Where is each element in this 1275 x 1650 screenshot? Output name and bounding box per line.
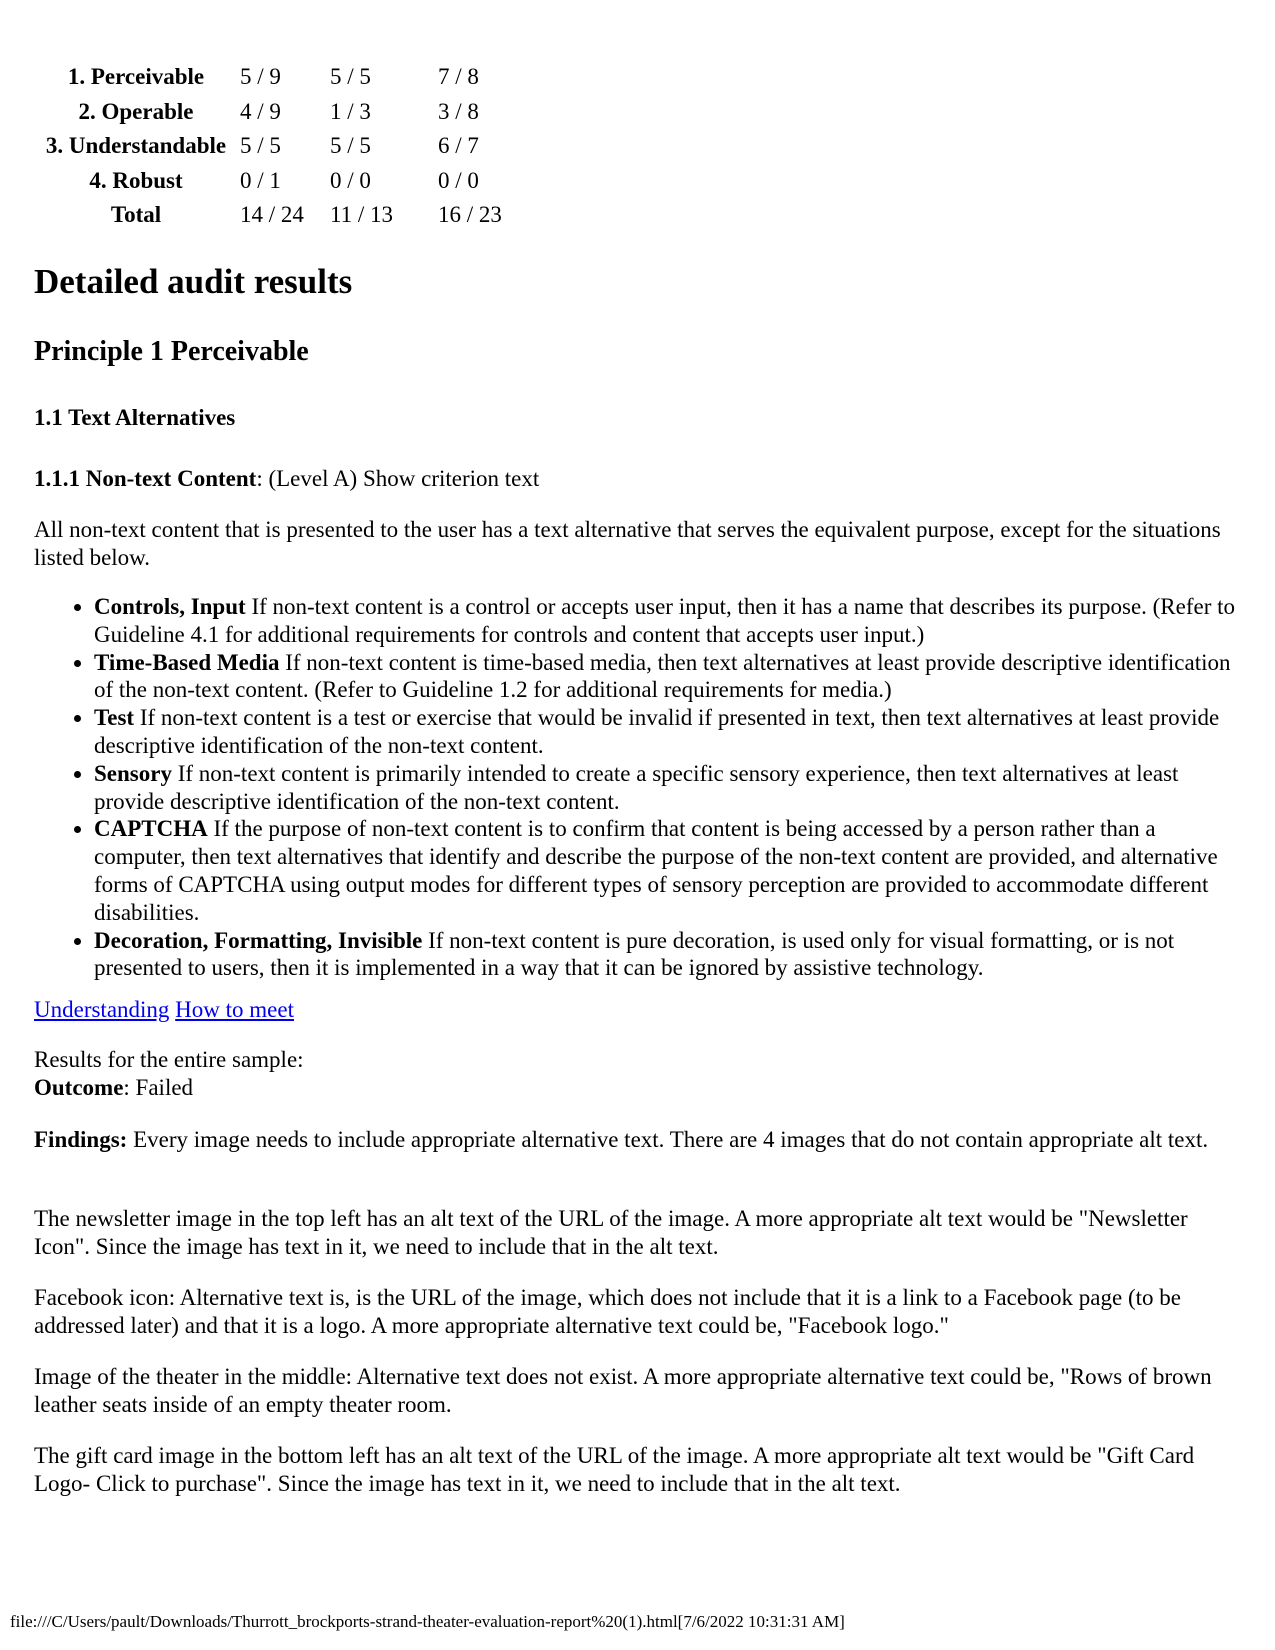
- table-cell: 5 / 9: [240, 64, 281, 90]
- reference-links: [34, 996, 1244, 1024]
- list-item: [94, 760, 1244, 816]
- list-item-text: If non-text content is a test or exercise that would be invalid if presented in text, then text alternatives at least provide descriptive identification of the non-text content.: [94, 705, 1220, 758]
- page-title: Detailed audit results: [34, 262, 353, 301]
- table-cell: 14 / 24: [240, 202, 304, 228]
- findings-paragraph: [34, 1126, 1244, 1154]
- understanding-link[interactable]: Understanding: [34, 997, 170, 1022]
- table-row: [36, 129, 528, 164]
- table-cell: 0 / 0: [438, 167, 479, 193]
- results-intro: Results for the entire sample:: [34, 1047, 304, 1072]
- list-item: [94, 649, 1244, 705]
- table-cell: 3 / 8: [438, 98, 479, 124]
- list-item: [94, 927, 1244, 983]
- list-item-text: If non-text content is a control or accepts user input, then it has a name that describes its purpose. (Refer to Guideline 4.1 for additional requirements for controls and content that accepts user input.): [94, 594, 1236, 647]
- list-item-term: Sensory: [94, 760, 172, 786]
- outcome-value: : Failed: [123, 1075, 194, 1100]
- criterion-line: [34, 465, 1244, 493]
- gift-card-paragraph: The gift card image in the bottom left has an alt text of the URL of the image. A more appropriate alt text would be "Gift Card Logo- Click to purchase". Since the image has text in it, we need to include that in the alt text.: [34, 1443, 1195, 1496]
- list-item-text: If the purpose of non-text content is to confirm that content is being accessed by a person rather than a computer, then text alternatives that identify and describe the purpose of the non-text content are provided, and alternative forms of CAPTCHA using output modes for different types of sensory perception are provided to accommodate different disabilities.: [94, 816, 1218, 925]
- table-cell: 6 / 7: [438, 133, 479, 159]
- list-item-term: Controls, Input: [94, 594, 246, 619]
- row-label: 2. Operable: [78, 98, 194, 124]
- criterion-intro: All non-text content that is presented to the user has a text alternative that serves the equivalent purpose, except for the situations listed below.: [34, 517, 1221, 570]
- table-row: [36, 164, 528, 199]
- how-to-meet-link[interactable]: How to meet: [175, 997, 294, 1022]
- newsletter-paragraph: The newsletter image in the top left has an alt text of the URL of the image. A more appropriate alt text would be "Newsletter Icon". Since the image has text in it, we need to include that in the alt text.: [34, 1206, 1188, 1259]
- summary-table: [36, 60, 528, 233]
- list-item-term: Test: [94, 705, 135, 731]
- findings-text: Every image needs to include appropriate alternative text. There are 4 images that do not contain appropriate alt text.: [127, 1127, 1209, 1152]
- principle-heading: Principle 1 Perceivable: [34, 336, 309, 367]
- table-cell: 16 / 23: [438, 202, 502, 228]
- table-cell: 5 / 5: [330, 64, 371, 90]
- table-cell: 11 / 13: [330, 202, 394, 228]
- row-label: 3. Understandable: [45, 133, 227, 159]
- table-cell: 4 / 9: [240, 98, 281, 124]
- list-item-text: If non-text content is pure decoration, is used only for visual formatting, or is not presented to users, then it is implemented in a way that it can be ignored by assistive technology.: [94, 927, 1175, 981]
- criterion-name: 1.1.1 Non-text Content: [34, 466, 257, 491]
- list-item-term: Time-Based Media: [94, 649, 280, 675]
- row-label: 4. Robust: [89, 167, 183, 193]
- table-cell: 0 / 1: [240, 167, 281, 193]
- criterion-level: : (Level A) Show criterion text: [256, 466, 540, 491]
- situations-list: [34, 593, 1244, 982]
- table-row: [36, 95, 528, 130]
- list-item: [94, 815, 1244, 926]
- table-cell: 7 / 8: [438, 64, 479, 90]
- table-row: [36, 198, 528, 233]
- file-path-footer: file:///C/Users/pault/Downloads/Thurrott_brockports-strand-theater-evaluation-report%20(1).html[7/6/2022 10:31:31 AM]: [10, 1612, 845, 1631]
- row-label: 1. Perceivable: [67, 64, 205, 90]
- list-item: [94, 704, 1244, 760]
- findings-label: Findings:: [34, 1127, 128, 1152]
- list-item: [94, 593, 1244, 649]
- outcome-label: Outcome: [34, 1075, 124, 1100]
- guideline-heading: 1.1 Text Alternatives: [34, 405, 236, 430]
- results-block: [34, 1046, 1244, 1102]
- facebook-paragraph: Facebook icon: Alternative text is, is the URL of the image, which does not include that it is a link to a Facebook page (to be addressed later) and that it is a logo. A more appropriate alternative text could be, "Facebook logo.": [34, 1285, 1181, 1338]
- list-item-term: CAPTCHA: [94, 816, 208, 842]
- table-cell: 1 / 3: [330, 98, 371, 124]
- list-item-term: Decoration, Formatting, Invisible: [94, 927, 423, 953]
- list-item-text: If non-text content is time-based media, then text alternatives at least provide descriptive identification of the non-text content. (Refer to Guideline 1.2 for additional requirements for media.): [94, 649, 1231, 703]
- theater-paragraph: Image of the theater in the middle: Alternative text does not exist. A more appropriate alternative text could be, "Rows of brown leather seats inside of an empty theater room.: [34, 1364, 1212, 1417]
- table-cell: 5 / 5: [330, 133, 371, 159]
- row-label: Total: [110, 202, 162, 228]
- table-cell: 5 / 5: [240, 133, 281, 159]
- list-item-text: If non-text content is primarily intended to create a specific sensory experience, then text alternatives at least provide descriptive identification of the non-text content.: [94, 760, 1179, 814]
- table-row: [36, 60, 528, 95]
- table-cell: 0 / 0: [330, 167, 371, 193]
